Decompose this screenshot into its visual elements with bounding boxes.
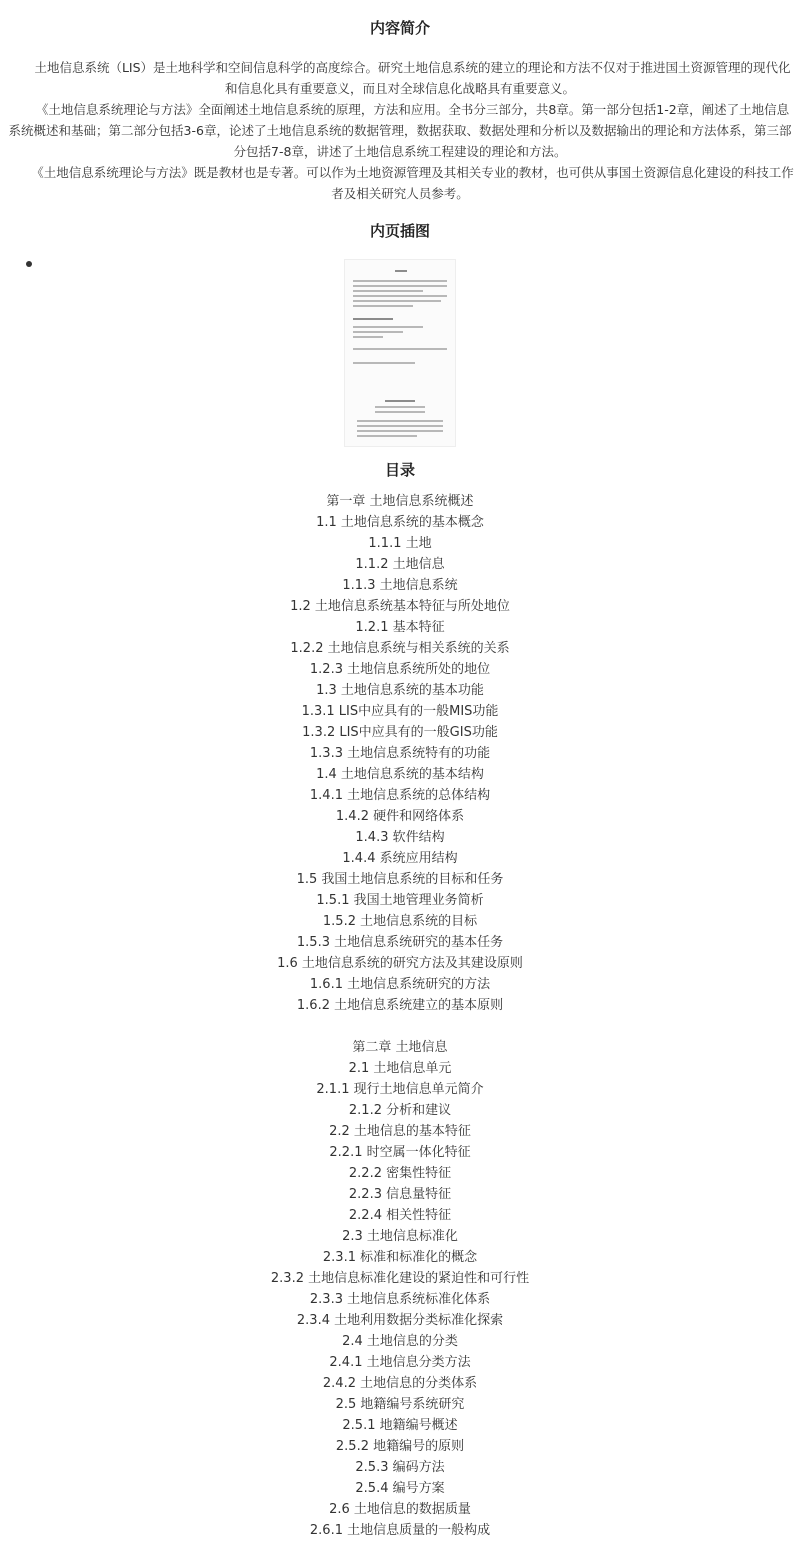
toc-entry: 第一章 土地信息系统概述 — [326, 494, 474, 509]
intro-paragraph-2: 《土地信息系统理论与方法》全面阐述土地信息系统的原理，方法和应用。全书分三部分，共8章。第一部分包括1-2章，阐述了土地信息系统概述和基础；第二部分包括3-6章，论述了土地信息系统的数据管理，数据获取、数据处理和分析以及数据输出的理论和方法体系，第三部分包括7-8章，讲述了土地信息系统工程建设的理论和方法。 — [8, 102, 792, 159]
toc-entry: 2.6 土地信息的数据质量 — [329, 1502, 471, 1517]
toc-entry: 2.3 土地信息标准化 — [342, 1229, 458, 1244]
toc-entry: 1.3 土地信息系统的基本功能 — [316, 683, 484, 698]
intro-section — [6, 57, 794, 204]
toc-entry: 1.1.1 土地 — [368, 536, 432, 551]
toc-entry: 1.3.2 LIS中应具有的一般GIS功能 — [302, 725, 498, 740]
toc-entry: 1.3.1 LIS中应具有的一般MIS功能 — [301, 704, 499, 719]
toc-entry: 2.5.3 编码方法 — [355, 1460, 445, 1475]
toc-entry: 2.2.2 密集性特征 — [348, 1166, 452, 1181]
toc-entry: 2.2.3 信息量特征 — [348, 1187, 452, 1202]
toc-entry: 1.1.3 土地信息系统 — [342, 578, 458, 593]
toc-entry: 2.5 地籍编号系统研究 — [335, 1397, 465, 1412]
toc-entry: 1.4.3 软件结构 — [355, 830, 445, 845]
toc-entry: 2.5.1 地籍编号概述 — [342, 1418, 458, 1433]
toc-chapter-2 — [6, 1037, 794, 1541]
toc-entry: 2.1.2 分析和建议 — [348, 1103, 452, 1118]
toc-entry: 1.5.2 土地信息系统的目标 — [322, 914, 478, 929]
toc-entry: 2.4.1 土地信息分类方法 — [329, 1355, 471, 1370]
intro-title: 内容简介 — [369, 19, 430, 37]
toc-entry: 1.6.1 土地信息系统研究的方法 — [309, 977, 491, 992]
illustration-list — [6, 253, 794, 453]
toc-entry: 1.6.2 土地信息系统建立的基本原则 — [296, 998, 504, 1013]
toc-entry: 1.5.1 我国土地管理业务简析 — [316, 893, 484, 908]
toc-entry: 2.2 土地信息的基本特征 — [329, 1124, 471, 1139]
toc-entry: 1.4.1 土地信息系统的总体结构 — [309, 788, 491, 803]
toc-entry: 2.1 土地信息单元 — [348, 1061, 452, 1076]
toc-entry: 2.6.1 土地信息质量的一般构成 — [309, 1523, 491, 1538]
toc-entry: 1.1 土地信息系统的基本概念 — [316, 515, 484, 530]
toc-entry: 1.5 我国土地信息系统的目标和任务 — [296, 872, 504, 887]
toc-entry: 1.2.3 土地信息系统所处的地位 — [309, 662, 491, 677]
toc-entry: 2.4 土地信息的分类 — [342, 1334, 458, 1349]
toc-entry: 1.4 土地信息系统的基本结构 — [316, 767, 484, 782]
toc-chapter-1 — [6, 491, 794, 1016]
toc-entry: 2.1.1 现行土地信息单元简介 — [316, 1082, 484, 1097]
toc-entry: 2.3.4 土地利用数据分类标准化探索 — [296, 1313, 504, 1328]
toc-entry: 1.2.2 土地信息系统与相关系统的关系 — [290, 641, 510, 656]
toc-entry: 2.4.2 土地信息的分类体系 — [322, 1376, 478, 1391]
toc-entry: 1.2.1 基本特征 — [355, 620, 445, 635]
toc-entry: 1.6 土地信息系统的研究方法及其建设原则 — [277, 956, 523, 971]
page-illustration-thumbnail[interactable] — [344, 259, 456, 447]
toc-entry: 2.2.4 相关性特征 — [348, 1208, 452, 1223]
toc-title: 目录 — [384, 461, 415, 479]
illustration-title: 内页插图 — [369, 222, 430, 240]
toc-entry: 2.5.4 编号方案 — [355, 1481, 445, 1496]
toc-entry: 1.4.2 硬件和网络体系 — [335, 809, 465, 824]
toc-entry: 第二章 土地信息 — [352, 1040, 448, 1055]
toc-entry: 2.3.3 土地信息系统标准化体系 — [309, 1292, 491, 1307]
toc-entry: 2.3.1 标准和标准化的概念 — [322, 1250, 478, 1265]
toc-entry: 2.5.2 地籍编号的原则 — [335, 1439, 465, 1454]
table-of-contents — [6, 491, 794, 1541]
intro-paragraph-3: 《土地信息系统理论与方法》既是教材也是专著。可以作为土地资源管理及其相关专业的教材，也可供从事国土资源信息化建设的科技工作者及相关研究人员参考。 — [31, 165, 794, 201]
toc-entry: 2.3.2 土地信息标准化建设的紧迫性和可行性 — [270, 1271, 530, 1286]
toc-chapter-gap — [6, 1016, 794, 1037]
toc-entry: 1.1.2 土地信息 — [355, 557, 445, 572]
toc-entry: 1.5.3 土地信息系统研究的基本任务 — [296, 935, 504, 950]
toc-entry: 1.4.4 系统应用结构 — [342, 851, 458, 866]
intro-paragraph-1: 土地信息系统（LIS）是土地科学和空间信息科学的高度综合。研究土地信息系统的建立的理论和方法不仅对于推进国土资源管理的现代化和信息化具有重要意义，而且对全球信息化战略具有重要意义。 — [34, 60, 791, 96]
toc-entry: 1.2 土地信息系统基本特征与所处地位 — [290, 599, 510, 614]
toc-entry: 2.2.1 时空属一体化特征 — [329, 1145, 471, 1160]
bullet-icon — [26, 261, 32, 267]
toc-entry: 1.3.3 土地信息系统特有的功能 — [309, 746, 491, 761]
